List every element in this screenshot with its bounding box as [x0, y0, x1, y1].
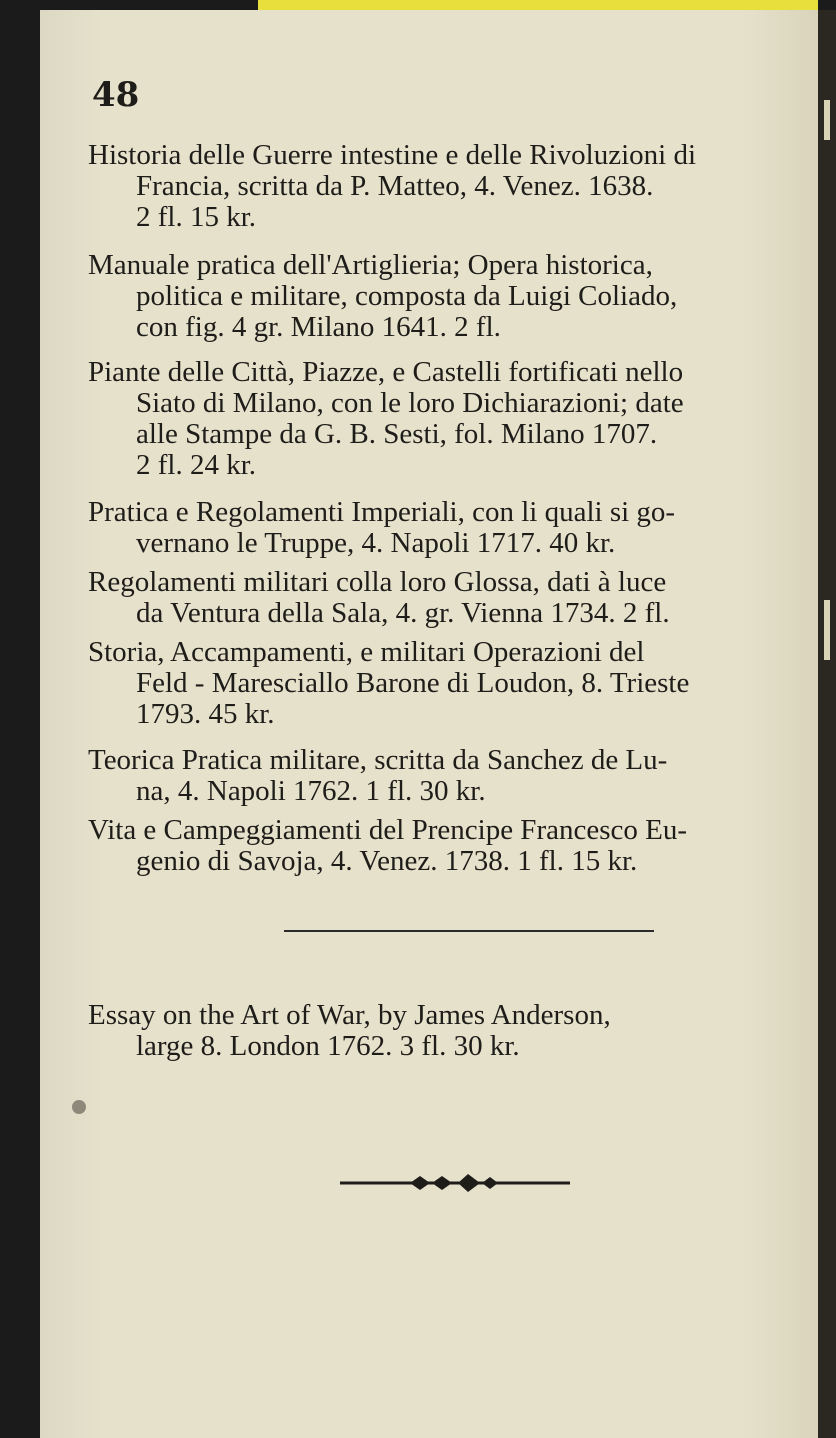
entry-line: Vita e Campeggiamenti del Prencipe Francesco Eu- [88, 814, 687, 846]
entry-line: Siato di Milano, con le loro Dichiarazioni; date [136, 387, 684, 419]
list-item [88, 497, 675, 559]
ornament-divider-icon [340, 1172, 570, 1194]
edge-mark [824, 100, 830, 140]
page-right-edge [818, 10, 836, 1438]
entry-line: Manuale pratica dell'Artiglieria; Opera historica, [88, 249, 653, 281]
entry-line: Feld - Maresciallo Barone di Loudon, 8. Trieste [136, 667, 690, 699]
list-item [88, 637, 689, 730]
entry-line: Piante delle Città, Piazze, e Castelli fortificati nello [88, 356, 684, 388]
list-item [88, 745, 667, 807]
entry-line: large 8. London 1762. 3 fl. 30 kr. [136, 1030, 520, 1062]
entry-line: 2 fl. 15 kr. [136, 201, 257, 233]
entry-line: genio di Savoja, 4. Venez. 1738. 1 fl. 15 kr. [136, 845, 638, 877]
page-number: 48 [92, 75, 140, 115]
entry-line: Historia delle Guerre intestine e delle Rivoluzioni di [88, 139, 697, 171]
list-item [88, 567, 670, 629]
entry-line: politica e militare, composta da Luigi Coliado, [136, 280, 678, 312]
list-item [88, 1000, 611, 1062]
entry-line: da Ventura della Sala, 4. gr. Vienna 1734. 2 fl. [136, 597, 670, 629]
entry-line: alle Stampe da G. B. Sesti, fol. Milano 1707. [136, 418, 658, 450]
edge-mark [824, 600, 830, 660]
entry-line: Francia, scritta da P. Matteo, 4. Venez. 1638. [136, 170, 654, 202]
entry-line: vernano le Truppe, 4. Napoli 1717. 40 kr. [136, 527, 616, 559]
entry-line: Regolamenti militari colla loro Glossa, dati à luce [88, 566, 667, 598]
list-item [88, 815, 687, 877]
list-item [88, 140, 696, 233]
entry-line: Essay on the Art of War, by James Anderson, [88, 999, 611, 1031]
entry-line: Teorica Pratica militare, scritta da Sanchez de Lu- [88, 744, 668, 776]
entry-line: Storia, Accampamenti, e militari Operazioni del [88, 636, 645, 668]
entry-line: 1793. 45 kr. [136, 698, 275, 730]
entry-line: con fig. 4 gr. Milano 1641. 2 fl. [136, 311, 501, 343]
list-item [88, 357, 684, 481]
entry-line: na, 4. Napoli 1762. 1 fl. 30 kr. [136, 775, 486, 807]
list-item [88, 250, 677, 343]
entry-line: 2 fl. 24 kr. [136, 449, 257, 481]
entry-line: Pratica e Regolamenti Imperiali, con li quali si go- [88, 496, 676, 528]
section-divider [284, 930, 654, 932]
ink-dot [72, 1100, 86, 1114]
